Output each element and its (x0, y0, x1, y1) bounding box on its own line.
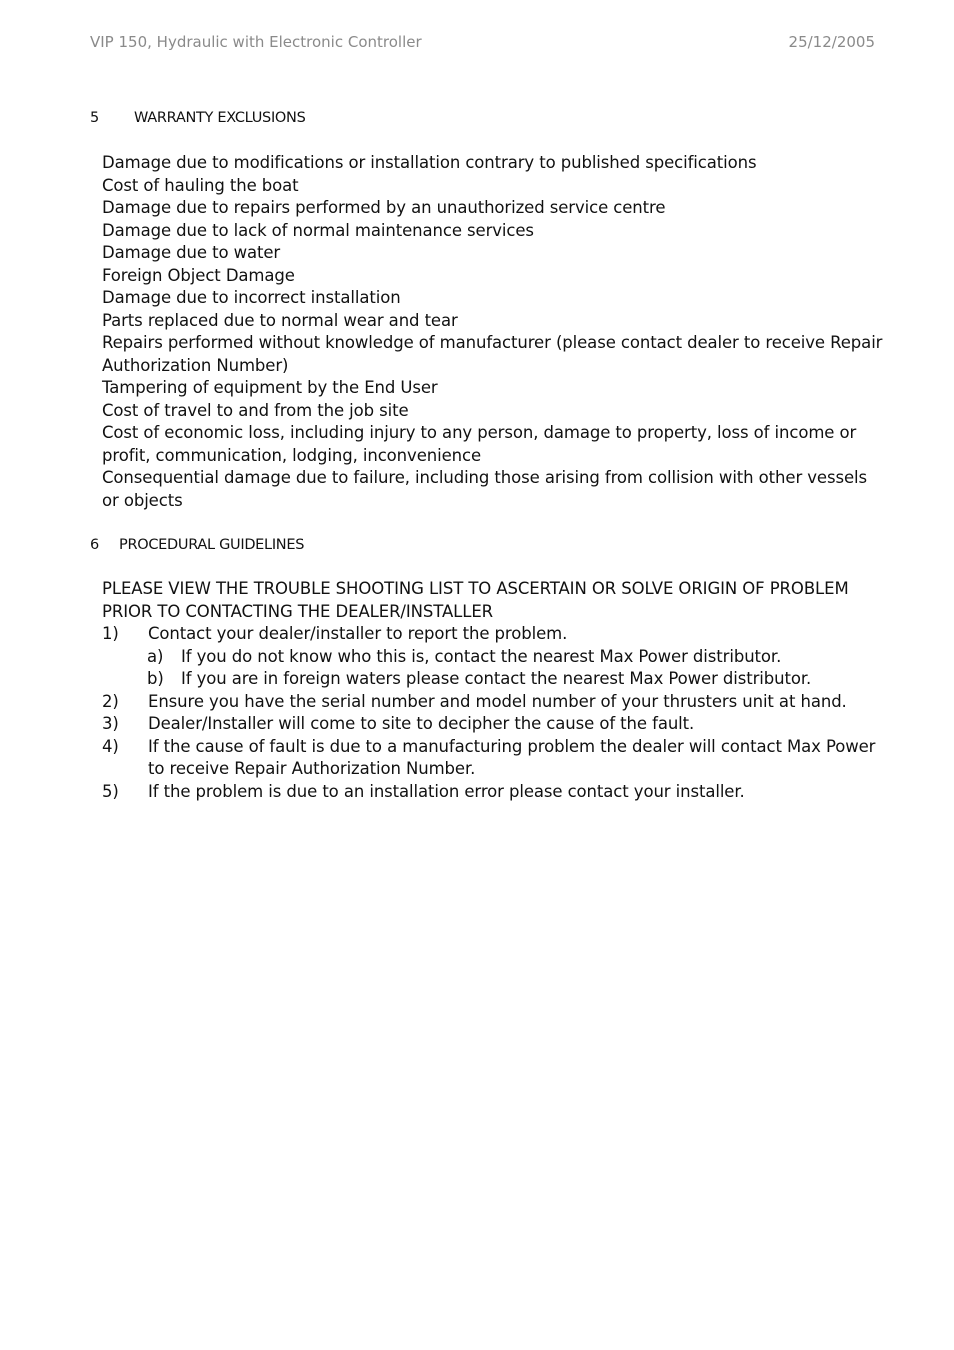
step-number: 2) (102, 691, 119, 711)
warranty-exclusions-list (102, 152, 892, 512)
step-text: to receive Repair Authorization Number. (148, 759, 476, 778)
section-5-heading (90, 110, 306, 126)
step-2 (102, 691, 902, 714)
section-5-number: 5 (90, 110, 99, 126)
step-text: Dealer/Installer will come to site to decipher the cause of the fault. (148, 714, 695, 733)
list-item: Parts replaced due to normal wear and tear (102, 310, 458, 330)
substep-letter: b) (147, 669, 164, 688)
section-6-title: PROCEDURAL GUIDELINES (119, 537, 305, 553)
list-item: Authorization Number) (102, 355, 289, 375)
list-item: Damage due to water (102, 243, 281, 262)
substep-text: If you do not know who this is, contact the nearest Max Power distributor. (181, 646, 782, 666)
substep-letter: a) (147, 646, 164, 666)
step-text: Contact your dealer/installer to report the problem. (148, 624, 568, 643)
document-title: VIP 150, Hydraulic with Electronic Controller (90, 33, 422, 51)
step-text: If the cause of fault is due to a manufacturing problem the dealer will contact Max Power (148, 736, 876, 756)
step-number: 4) (102, 736, 119, 756)
list-item: Repairs performed without knowledge of manufacturer (please contact dealer to receive Repair (102, 333, 883, 352)
document-date: 25/12/2005 (788, 33, 875, 51)
substep-text: If you are in foreign waters please contact the nearest Max Power distributor. (181, 669, 812, 688)
list-item: Foreign Object Damage (102, 265, 295, 285)
step-3 (102, 713, 902, 736)
procedural-intro (102, 578, 892, 623)
list-item: Damage due to lack of normal maintenance services (102, 220, 534, 240)
procedure-steps (102, 623, 902, 803)
step-1a (102, 646, 902, 669)
step-number: 3) (102, 714, 119, 733)
step-text: If the problem is due to an installation error please contact your installer. (148, 781, 745, 801)
list-item: Cost of economic loss, including injury to any person, damage to property, loss of income or (102, 423, 857, 442)
list-item: profit, communication, lodging, inconvenience (102, 445, 482, 465)
step-text: Ensure you have the serial number and model number of your thrusters unit at hand. (148, 691, 847, 711)
step-1b (102, 668, 902, 691)
list-item: Cost of travel to and from the job site (102, 400, 409, 420)
step-1 (102, 623, 902, 646)
intro-line: PLEASE VIEW THE TROUBLE SHOOTING LIST TO ASCERTAIN OR SOLVE ORIGIN OF PROBLEM (102, 579, 849, 598)
section-6-number: 6 (90, 537, 99, 553)
step-5 (102, 781, 902, 804)
step-number: 1) (102, 624, 119, 643)
step-number: 5) (102, 781, 119, 801)
section-5-title: WARRANTY EXCLUSIONS (134, 110, 306, 126)
page-header (90, 33, 875, 57)
list-item: Cost of hauling the boat (102, 175, 299, 195)
section-6-heading (90, 537, 304, 553)
list-item: or objects (102, 490, 183, 510)
intro-line: PRIOR TO CONTACTING THE DEALER/INSTALLER (102, 601, 494, 621)
list-item: Damage due to incorrect installation (102, 288, 401, 307)
list-item: Damage due to modifications or installation contrary to published specifications (102, 153, 757, 172)
list-item: Damage due to repairs performed by an unauthorized service centre (102, 198, 666, 217)
list-item: Consequential damage due to failure, including those arising from collision with other vessels (102, 468, 868, 487)
step-4-continuation (102, 758, 902, 781)
step-4 (102, 736, 902, 759)
list-item: Tampering of equipment by the End User (102, 378, 438, 397)
